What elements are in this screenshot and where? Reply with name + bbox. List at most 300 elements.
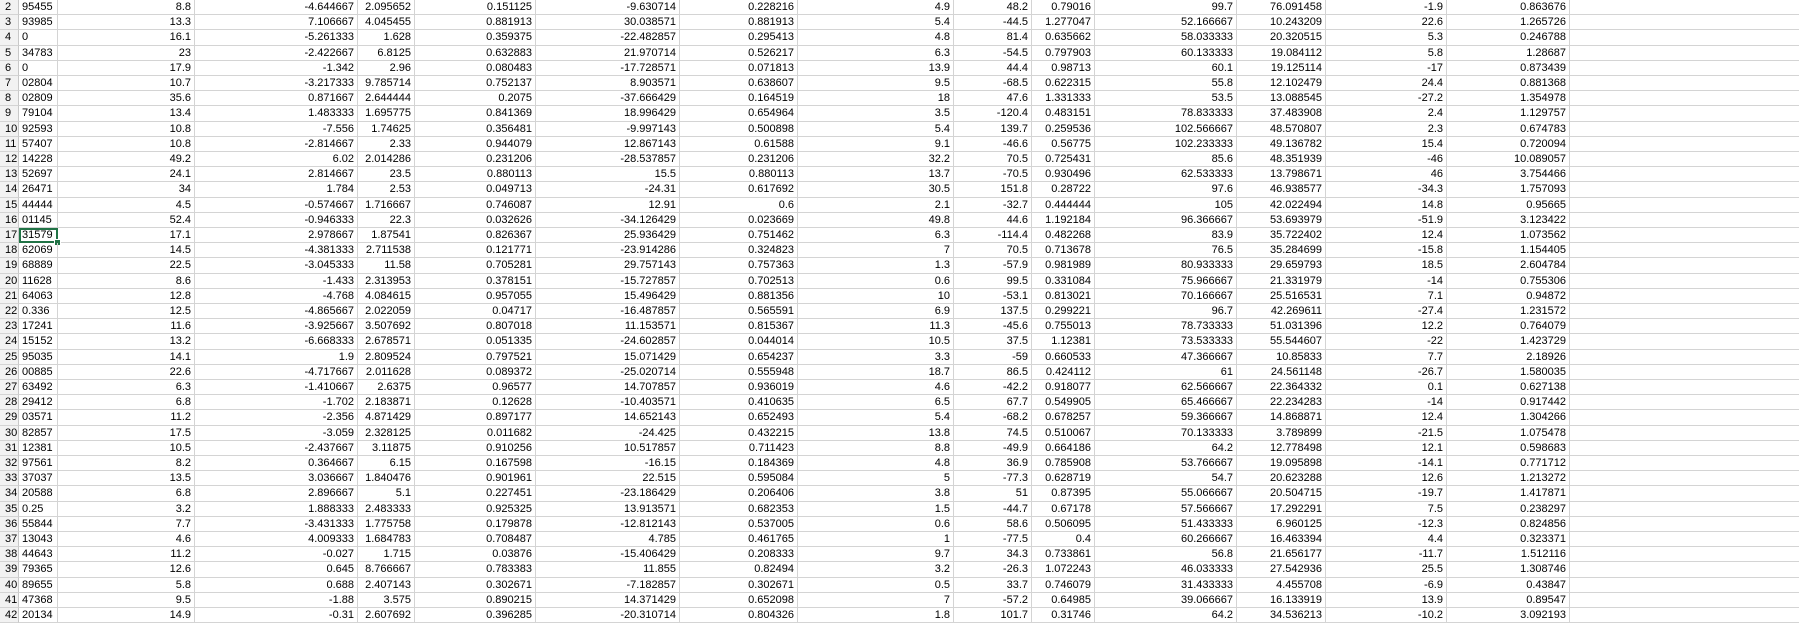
table-cell[interactable]: 20134 [19, 608, 58, 623]
table-cell[interactable]: -24.31 [536, 182, 680, 197]
empty-cell[interactable] [1570, 152, 1799, 167]
table-cell[interactable]: 51 [954, 486, 1032, 501]
table-cell[interactable]: 0.711423 [680, 441, 798, 456]
table-cell[interactable]: 99.7 [1095, 0, 1237, 15]
table-cell[interactable]: 12.2 [1326, 319, 1447, 334]
table-cell[interactable]: 10.8 [58, 122, 195, 137]
table-cell[interactable]: -45.6 [954, 319, 1032, 334]
empty-cell[interactable] [1570, 274, 1799, 289]
table-cell[interactable]: 0.755306 [1447, 274, 1570, 289]
table-cell[interactable]: 0.549905 [1032, 395, 1095, 410]
empty-cell[interactable] [1570, 486, 1799, 501]
row-header[interactable]: 7 [0, 76, 19, 91]
table-cell[interactable]: 2.678571 [358, 334, 415, 349]
table-cell[interactable]: 70.133333 [1095, 426, 1237, 441]
table-cell[interactable]: 10.8 [58, 137, 195, 152]
table-cell[interactable]: 22.5 [58, 258, 195, 273]
table-cell[interactable]: 0.918077 [1032, 380, 1095, 395]
table-cell[interactable]: 80.933333 [1095, 258, 1237, 273]
table-cell[interactable]: 2.96 [358, 61, 415, 76]
empty-cell[interactable] [1570, 380, 1799, 395]
table-cell[interactable]: 31.433333 [1095, 578, 1237, 593]
table-cell[interactable]: 102.233333 [1095, 137, 1237, 152]
table-cell[interactable]: 22.364332 [1237, 380, 1326, 395]
table-cell[interactable]: 0.555948 [680, 365, 798, 380]
table-cell[interactable]: 6.3 [58, 380, 195, 395]
table-cell[interactable]: 2.607692 [358, 608, 415, 623]
table-cell[interactable]: 0.757363 [680, 258, 798, 273]
table-cell[interactable]: 2.711538 [358, 243, 415, 258]
table-cell[interactable]: 0.302671 [415, 578, 536, 593]
table-cell[interactable]: 6.960125 [1237, 517, 1326, 532]
table-cell[interactable]: -4.381333 [195, 243, 358, 258]
empty-cell[interactable] [1570, 46, 1799, 61]
table-cell[interactable]: -4.644667 [195, 0, 358, 15]
table-cell[interactable]: 0.87395 [1032, 486, 1095, 501]
table-cell[interactable]: -68.5 [954, 76, 1032, 91]
table-cell[interactable]: 4.4 [1326, 532, 1447, 547]
table-cell[interactable]: -22.482857 [536, 30, 680, 45]
table-cell[interactable]: 1.8 [798, 608, 954, 623]
table-cell[interactable]: 2.014286 [358, 152, 415, 167]
table-cell[interactable]: 1.213272 [1447, 471, 1570, 486]
table-cell[interactable]: 0.771712 [1447, 456, 1570, 471]
table-cell[interactable]: 10.243209 [1237, 15, 1326, 30]
table-cell[interactable]: 11.855 [536, 562, 680, 577]
table-cell[interactable]: 0.890215 [415, 593, 536, 608]
table-cell[interactable]: 0.881356 [680, 289, 798, 304]
table-cell[interactable]: 29.757143 [536, 258, 680, 273]
empty-cell[interactable] [1570, 608, 1799, 623]
table-cell[interactable]: 1.695775 [358, 106, 415, 121]
table-cell[interactable]: 0.785908 [1032, 456, 1095, 471]
table-cell[interactable]: 79365 [19, 562, 58, 577]
table-cell[interactable]: -70.5 [954, 167, 1032, 182]
table-cell[interactable]: 0.783383 [415, 562, 536, 577]
row-header[interactable]: 19 [0, 258, 19, 273]
table-cell[interactable]: 0.5 [798, 578, 954, 593]
table-cell[interactable]: 14.707857 [536, 380, 680, 395]
table-cell[interactable]: 1.9 [195, 350, 358, 365]
table-cell[interactable]: 0.051335 [415, 334, 536, 349]
table-cell[interactable]: 49.8 [798, 213, 954, 228]
table-cell[interactable]: 13.5 [58, 471, 195, 486]
row-header[interactable]: 3 [0, 15, 19, 30]
table-cell[interactable]: 19.095898 [1237, 456, 1326, 471]
table-cell[interactable]: 12.102479 [1237, 76, 1326, 91]
table-cell[interactable]: 2.095652 [358, 0, 415, 15]
table-cell[interactable]: 0.67178 [1032, 502, 1095, 517]
table-cell[interactable]: 47368 [19, 593, 58, 608]
table-cell[interactable]: 14.1 [58, 350, 195, 365]
table-cell[interactable]: -77.3 [954, 471, 1032, 486]
table-cell[interactable]: 0.936019 [680, 380, 798, 395]
table-cell[interactable]: 11.2 [58, 410, 195, 425]
table-cell[interactable]: 12.6 [1326, 471, 1447, 486]
table-cell[interactable]: 60.1 [1095, 61, 1237, 76]
table-cell[interactable]: 0.797903 [1032, 46, 1095, 61]
table-cell[interactable]: 4.009333 [195, 532, 358, 547]
table-cell[interactable]: 0.628719 [1032, 471, 1095, 486]
table-cell[interactable]: 0.622315 [1032, 76, 1095, 91]
table-cell[interactable]: 0.331084 [1032, 274, 1095, 289]
table-cell[interactable]: -15.406429 [536, 547, 680, 562]
table-cell[interactable]: 0.364667 [195, 456, 358, 471]
table-cell[interactable]: -3.925667 [195, 319, 358, 334]
table-cell[interactable]: 2.483333 [358, 502, 415, 517]
table-cell[interactable]: 13.798671 [1237, 167, 1326, 182]
table-cell[interactable]: -23.914286 [536, 243, 680, 258]
table-cell[interactable]: 0.396285 [415, 608, 536, 623]
table-cell[interactable]: 2.022059 [358, 304, 415, 319]
table-cell[interactable]: 0.537005 [680, 517, 798, 532]
table-cell[interactable]: 52697 [19, 167, 58, 182]
table-cell[interactable]: 4.5 [58, 198, 195, 213]
empty-cell[interactable] [1570, 441, 1799, 456]
table-cell[interactable]: 35.722402 [1237, 228, 1326, 243]
table-cell[interactable]: 0.645 [195, 562, 358, 577]
table-cell[interactable]: 9.1 [798, 137, 954, 152]
table-cell[interactable]: 37.5 [954, 334, 1032, 349]
table-cell[interactable]: 23.5 [358, 167, 415, 182]
table-cell[interactable]: 20.504715 [1237, 486, 1326, 501]
table-cell[interactable]: 5.4 [798, 410, 954, 425]
table-cell[interactable]: -15.8 [1326, 243, 1447, 258]
table-cell[interactable]: 55.066667 [1095, 486, 1237, 501]
table-cell[interactable]: 0.299221 [1032, 304, 1095, 319]
table-cell[interactable]: 0.049713 [415, 182, 536, 197]
table-cell[interactable]: 0.764079 [1447, 319, 1570, 334]
table-cell[interactable]: 02809 [19, 91, 58, 106]
table-cell[interactable]: 18.7 [798, 365, 954, 380]
table-cell[interactable]: 24.561148 [1237, 365, 1326, 380]
table-cell[interactable]: 1.716667 [358, 198, 415, 213]
table-cell[interactable]: 0.944079 [415, 137, 536, 152]
table-cell[interactable]: -16.15 [536, 456, 680, 471]
table-cell[interactable]: 18 [798, 91, 954, 106]
table-cell[interactable]: 14.868871 [1237, 410, 1326, 425]
row-header[interactable]: 8 [0, 91, 19, 106]
table-cell[interactable]: 0.654964 [680, 106, 798, 121]
table-cell[interactable]: -12.3 [1326, 517, 1447, 532]
table-cell[interactable]: 13.2 [58, 334, 195, 349]
table-cell[interactable]: 0.94872 [1447, 289, 1570, 304]
table-cell[interactable]: 13.4 [58, 106, 195, 121]
table-cell[interactable]: 0.660533 [1032, 350, 1095, 365]
table-cell[interactable]: 97561 [19, 456, 58, 471]
table-cell[interactable]: 53.5 [1095, 91, 1237, 106]
table-cell[interactable]: 11.6 [58, 319, 195, 334]
table-cell[interactable]: 25.936429 [536, 228, 680, 243]
table-cell[interactable]: 13043 [19, 532, 58, 547]
table-cell[interactable]: 23 [58, 46, 195, 61]
empty-cell[interactable] [1570, 426, 1799, 441]
table-cell[interactable]: 0.238297 [1447, 502, 1570, 517]
table-cell[interactable]: 4.455708 [1237, 578, 1326, 593]
table-cell[interactable]: 95035 [19, 350, 58, 365]
empty-cell[interactable] [1570, 243, 1799, 258]
table-cell[interactable]: 6.5 [798, 395, 954, 410]
table-cell[interactable]: 102.566667 [1095, 122, 1237, 137]
table-cell[interactable]: 0.295413 [680, 30, 798, 45]
table-cell[interactable]: 2.644444 [358, 91, 415, 106]
table-cell[interactable]: 0.678257 [1032, 410, 1095, 425]
table-cell[interactable]: 15.071429 [536, 350, 680, 365]
table-cell[interactable]: 49.2 [58, 152, 195, 167]
table-cell[interactable]: 0.359375 [415, 30, 536, 45]
table-cell[interactable]: 0.12628 [415, 395, 536, 410]
table-cell[interactable]: 3.2 [58, 502, 195, 517]
table-cell[interactable]: 1.073562 [1447, 228, 1570, 243]
table-cell[interactable]: 22.6 [1326, 15, 1447, 30]
row-header[interactable]: 14 [0, 182, 19, 197]
table-cell[interactable]: 16.133919 [1237, 593, 1326, 608]
table-cell[interactable]: 3.3 [798, 350, 954, 365]
empty-cell[interactable] [1570, 137, 1799, 152]
table-cell[interactable]: 15152 [19, 334, 58, 349]
table-cell[interactable]: 1.423729 [1447, 334, 1570, 349]
table-cell[interactable]: 0.725431 [1032, 152, 1095, 167]
table-cell[interactable]: -24.425 [536, 426, 680, 441]
table-cell[interactable]: 7.7 [58, 517, 195, 532]
table-cell[interactable]: 62.533333 [1095, 167, 1237, 182]
table-cell[interactable]: -21.5 [1326, 426, 1447, 441]
table-cell[interactable]: 1.775758 [358, 517, 415, 532]
table-cell[interactable]: 0.930496 [1032, 167, 1095, 182]
table-cell[interactable]: 0.432215 [680, 426, 798, 441]
table-cell[interactable]: 8.766667 [358, 562, 415, 577]
table-cell[interactable]: 7.106667 [195, 15, 358, 30]
empty-cell[interactable] [1570, 532, 1799, 547]
empty-cell[interactable] [1570, 502, 1799, 517]
table-cell[interactable]: 37037 [19, 471, 58, 486]
table-cell[interactable]: 39.066667 [1095, 593, 1237, 608]
table-cell[interactable]: -28.537857 [536, 152, 680, 167]
row-header[interactable]: 18 [0, 243, 19, 258]
table-cell[interactable]: 00885 [19, 365, 58, 380]
table-cell[interactable]: -53.1 [954, 289, 1032, 304]
table-cell[interactable]: 64063 [19, 289, 58, 304]
table-cell[interactable]: 8.8 [58, 0, 195, 15]
table-cell[interactable]: 27.542936 [1237, 562, 1326, 577]
table-cell[interactable]: -3.217333 [195, 76, 358, 91]
empty-cell[interactable] [1570, 61, 1799, 76]
table-cell[interactable]: -57.9 [954, 258, 1032, 273]
table-cell[interactable]: -26.7 [1326, 365, 1447, 380]
table-cell[interactable]: 51.433333 [1095, 517, 1237, 532]
table-cell[interactable]: 1.715 [358, 547, 415, 562]
empty-cell[interactable] [1570, 593, 1799, 608]
table-cell[interactable]: 0 [19, 30, 58, 45]
table-cell[interactable]: 0.720094 [1447, 137, 1570, 152]
table-cell[interactable]: 0.880113 [680, 167, 798, 182]
table-cell[interactable]: 0.807018 [415, 319, 536, 334]
table-cell[interactable]: 33.7 [954, 578, 1032, 593]
row-header[interactable]: 16 [0, 213, 19, 228]
table-cell[interactable]: 44.4 [954, 61, 1032, 76]
row-header[interactable]: 4 [0, 30, 19, 45]
table-cell[interactable]: 1.308746 [1447, 562, 1570, 577]
table-cell[interactable]: 17.5 [58, 426, 195, 441]
row-header[interactable]: 13 [0, 167, 19, 182]
table-cell[interactable]: 01145 [19, 213, 58, 228]
row-header[interactable]: 32 [0, 456, 19, 471]
table-cell[interactable]: 13.8 [798, 426, 954, 441]
table-cell[interactable]: 2.183871 [358, 395, 415, 410]
table-cell[interactable]: -24.602857 [536, 334, 680, 349]
table-cell[interactable]: 35.284699 [1237, 243, 1326, 258]
table-cell[interactable]: 86.5 [954, 365, 1032, 380]
table-cell[interactable]: 7.1 [1326, 289, 1447, 304]
table-cell[interactable]: 0.664186 [1032, 441, 1095, 456]
table-cell[interactable]: 22.3 [358, 213, 415, 228]
table-cell[interactable]: 8.903571 [536, 76, 680, 91]
table-cell[interactable]: 14.9 [58, 608, 195, 623]
empty-cell[interactable] [1570, 167, 1799, 182]
table-cell[interactable]: 11.58 [358, 258, 415, 273]
table-cell[interactable]: 0 [19, 61, 58, 76]
table-cell[interactable]: 0.797521 [415, 350, 536, 365]
table-cell[interactable]: 1.192184 [1032, 213, 1095, 228]
table-cell[interactable]: 2.1 [798, 198, 954, 213]
row-header[interactable]: 29 [0, 410, 19, 425]
table-cell[interactable]: 10.517857 [536, 441, 680, 456]
table-cell[interactable]: 1.075478 [1447, 426, 1570, 441]
table-cell[interactable]: 29.659793 [1237, 258, 1326, 273]
table-cell[interactable]: 0.28722 [1032, 182, 1095, 197]
table-cell[interactable]: 0.510067 [1032, 426, 1095, 441]
table-cell[interactable]: 67.7 [954, 395, 1032, 410]
empty-cell[interactable] [1570, 304, 1799, 319]
table-cell[interactable]: 1.231572 [1447, 304, 1570, 319]
table-cell[interactable]: 2.33 [358, 137, 415, 152]
table-cell[interactable]: 96.366667 [1095, 213, 1237, 228]
table-cell[interactable]: 0.336 [19, 304, 58, 319]
table-cell[interactable]: 0.755013 [1032, 319, 1095, 334]
table-cell[interactable]: 0.901961 [415, 471, 536, 486]
table-cell[interactable]: 4.045455 [358, 15, 415, 30]
table-cell[interactable]: 0.752137 [415, 76, 536, 91]
table-cell[interactable]: 139.7 [954, 122, 1032, 137]
table-cell[interactable]: 12.5 [58, 304, 195, 319]
table-cell[interactable]: 63492 [19, 380, 58, 395]
table-cell[interactable]: -4.717667 [195, 365, 358, 380]
table-cell[interactable]: 89655 [19, 578, 58, 593]
table-cell[interactable]: 1.417871 [1447, 486, 1570, 501]
table-cell[interactable]: -1.342 [195, 61, 358, 76]
row-header[interactable]: 27 [0, 380, 19, 395]
table-cell[interactable]: 1.304266 [1447, 410, 1570, 425]
table-cell[interactable]: 46.938577 [1237, 182, 1326, 197]
table-cell[interactable]: -12.812143 [536, 517, 680, 532]
table-cell[interactable]: 5.1 [358, 486, 415, 501]
table-cell[interactable]: 0.635662 [1032, 30, 1095, 45]
table-cell[interactable]: 0.674783 [1447, 122, 1570, 137]
table-cell[interactable]: 68889 [19, 258, 58, 273]
table-cell[interactable]: -7.182857 [536, 578, 680, 593]
table-cell[interactable]: 0.89547 [1447, 593, 1570, 608]
table-cell[interactable]: 16.1 [58, 30, 195, 45]
table-cell[interactable]: 0.302671 [680, 578, 798, 593]
table-cell[interactable]: 0.032626 [415, 213, 536, 228]
table-cell[interactable]: 0.444444 [1032, 198, 1095, 213]
row-header[interactable]: 26 [0, 365, 19, 380]
table-cell[interactable]: 29412 [19, 395, 58, 410]
table-cell[interactable]: -3.059 [195, 426, 358, 441]
table-cell[interactable]: 5.4 [798, 15, 954, 30]
table-cell[interactable]: 0.206406 [680, 486, 798, 501]
table-cell[interactable]: 1.512116 [1447, 547, 1570, 562]
table-cell[interactable]: -51.9 [1326, 213, 1447, 228]
table-cell[interactable]: 0.565591 [680, 304, 798, 319]
table-cell[interactable]: 3.036667 [195, 471, 358, 486]
row-header[interactable]: 10 [0, 122, 19, 137]
table-cell[interactable]: 37.483908 [1237, 106, 1326, 121]
table-cell[interactable]: -3.045333 [195, 258, 358, 273]
table-cell[interactable]: -4.865667 [195, 304, 358, 319]
table-cell[interactable]: -46.6 [954, 137, 1032, 152]
table-cell[interactable]: 12.6 [58, 562, 195, 577]
table-cell[interactable]: 0.378151 [415, 274, 536, 289]
table-cell[interactable]: 0.259536 [1032, 122, 1095, 137]
table-cell[interactable]: 0.79016 [1032, 0, 1095, 15]
table-cell[interactable]: 0.881913 [415, 15, 536, 30]
empty-cell[interactable] [1570, 350, 1799, 365]
table-cell[interactable]: 0.746087 [415, 198, 536, 213]
table-cell[interactable]: 22.515 [536, 471, 680, 486]
table-cell[interactable]: -2.356 [195, 410, 358, 425]
table-cell[interactable]: 5.8 [1326, 46, 1447, 61]
table-cell[interactable]: -19.7 [1326, 486, 1447, 501]
table-cell[interactable]: 1.580035 [1447, 365, 1570, 380]
table-cell[interactable]: 0.044014 [680, 334, 798, 349]
table-cell[interactable]: -26.3 [954, 562, 1032, 577]
table-cell[interactable]: -49.9 [954, 441, 1032, 456]
table-cell[interactable]: 0.121771 [415, 243, 536, 258]
table-cell[interactable]: 0.184369 [680, 456, 798, 471]
table-cell[interactable]: 101.7 [954, 608, 1032, 623]
row-header[interactable]: 39 [0, 562, 19, 577]
row-header[interactable]: 17 [0, 228, 19, 243]
table-cell[interactable]: -32.7 [954, 198, 1032, 213]
table-cell[interactable]: 59.366667 [1095, 410, 1237, 425]
table-cell[interactable]: 0.98713 [1032, 61, 1095, 76]
table-cell[interactable]: 18.5 [1326, 258, 1447, 273]
table-cell[interactable]: -114.4 [954, 228, 1032, 243]
table-cell[interactable]: 99.5 [954, 274, 1032, 289]
table-cell[interactable]: 25.516531 [1237, 289, 1326, 304]
table-cell[interactable]: 14.371429 [536, 593, 680, 608]
table-cell[interactable]: 0.483151 [1032, 106, 1095, 121]
table-cell[interactable]: 6.3 [798, 46, 954, 61]
row-header[interactable]: 24 [0, 334, 19, 349]
table-cell[interactable]: 3.8 [798, 486, 954, 501]
table-cell[interactable]: 2.011628 [358, 365, 415, 380]
table-cell[interactable]: 81.4 [954, 30, 1032, 45]
table-cell[interactable]: 0.746079 [1032, 578, 1095, 593]
table-cell[interactable]: 1.684783 [358, 532, 415, 547]
table-cell[interactable]: -37.666429 [536, 91, 680, 106]
table-cell[interactable]: 0.167598 [415, 456, 536, 471]
table-cell[interactable]: 97.6 [1095, 182, 1237, 197]
table-cell[interactable]: 5.8 [58, 578, 195, 593]
table-cell[interactable]: 57.566667 [1095, 502, 1237, 517]
row-header[interactable]: 42 [0, 608, 19, 623]
table-cell[interactable]: 13.088545 [1237, 91, 1326, 106]
table-cell[interactable]: 1.5 [798, 502, 954, 517]
table-cell[interactable]: 14.8 [1326, 198, 1447, 213]
table-cell[interactable]: 0.925325 [415, 502, 536, 517]
